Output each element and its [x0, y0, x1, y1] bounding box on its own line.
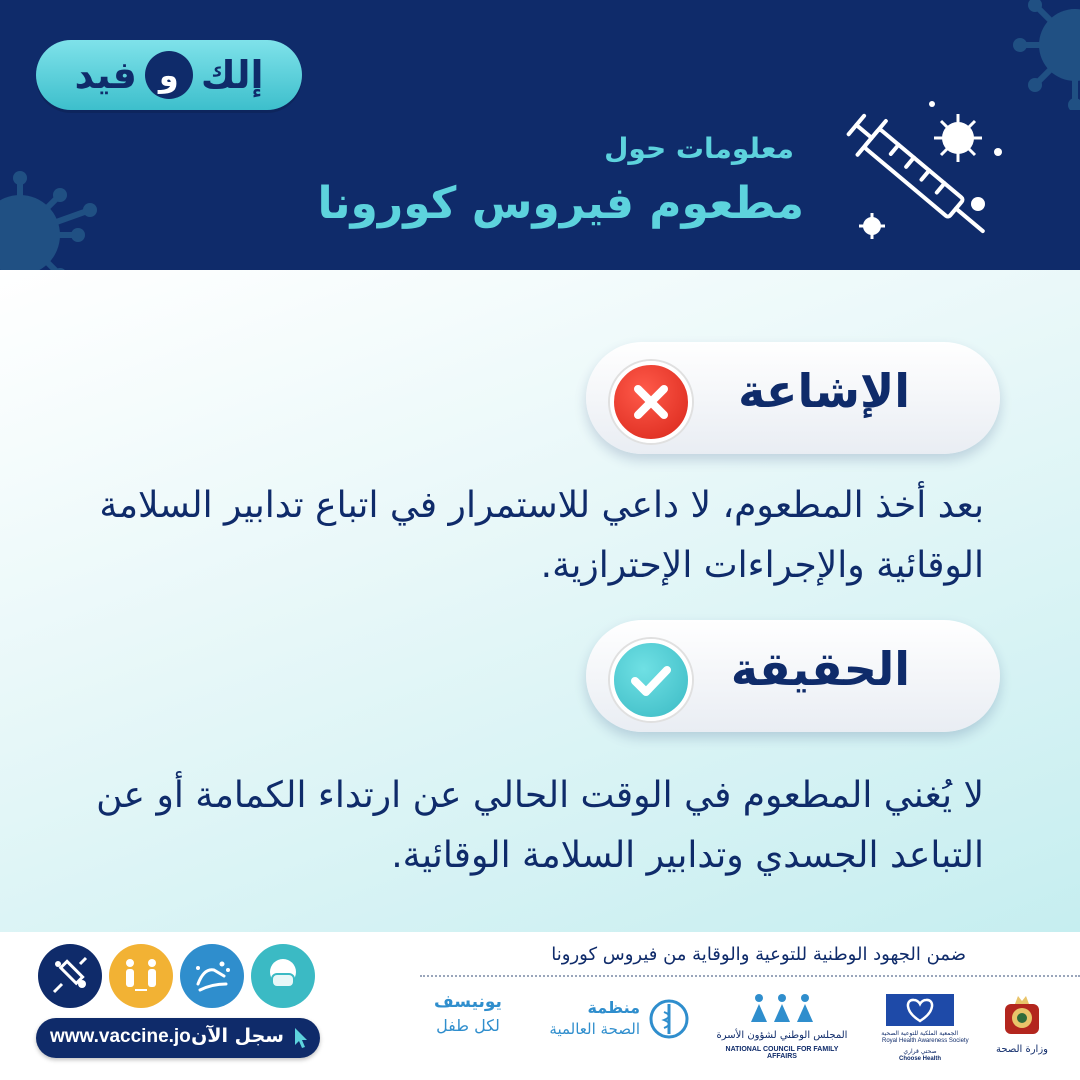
fact-label-pill — [586, 620, 1000, 732]
who-name-1: منظمة — [587, 998, 640, 1017]
header-title: مطعوم فيروس كورونا — [317, 178, 804, 229]
choose-health-en: Choose Health — [898, 1056, 941, 1062]
brand-word-right: إلك — [200, 53, 264, 97]
unicef-name: يونيسف — [434, 992, 502, 1012]
jordan-crest-icon — [997, 992, 1047, 1038]
rumor-text: بعد أخذ المطعوم، لا داعي للاستمرار في اتباع تدابير السلامة الوقائية والإجراءات الإحترازية. — [99, 485, 984, 586]
main-content — [0, 270, 1080, 932]
fact-label: الحقيقة — [730, 642, 910, 696]
header-banner — [0, 0, 1080, 270]
who-emblem-icon — [648, 998, 690, 1040]
rhas-logo — [881, 992, 969, 1072]
cross-icon — [610, 361, 692, 443]
who-name-2: الصحة العالمية — [549, 1020, 640, 1038]
unicef-logo — [418, 992, 518, 1072]
handwash-icon — [180, 944, 244, 1008]
moh-name: وزارة الصحة — [996, 1044, 1048, 1055]
mask-icon — [251, 944, 315, 1008]
fact-text: لا يُغني المطعوم في الوقت الحالي عن ارتداء الكمامة أو عن التباعد الجسدي وتدابير السلامة الوقائية. — [96, 775, 984, 876]
ncfa-name-en: NATIONAL COUNCIL FOR FAMILY AFFAIRS — [725, 1046, 839, 1060]
rhas-name-en: Royal Health Awareness Society — [882, 1038, 969, 1044]
ncfa-name-ar: المجلس الوطني لشؤون الأسرة — [716, 1030, 848, 1041]
footer-divider — [420, 975, 1080, 977]
who-logo — [540, 992, 690, 1072]
rumor-label: الإشاعة — [738, 364, 910, 418]
header-subtitle: معلومات حول — [604, 132, 794, 165]
choose-health-ar: صحتي قراري — [903, 1048, 937, 1055]
register-now-label[interactable]: سجل الآن — [191, 1025, 284, 1047]
check-icon — [610, 639, 692, 721]
brand-word-left: فيد — [74, 53, 137, 97]
brand-logo — [36, 40, 302, 110]
virus-decoration-left-icon — [0, 170, 120, 270]
ncfa-people-icon — [747, 992, 817, 1026]
footer-caption: ضمن الجهود الوطنية للتوعية والوقاية من فيروس كورونا — [551, 944, 966, 965]
moh-logo — [990, 992, 1054, 1072]
rhas-name-ar: الجمعية الملكية للتوعية الصحية — [881, 1030, 958, 1037]
footer — [0, 932, 1080, 1080]
syringe-icon — [840, 90, 1020, 250]
register-link[interactable] — [36, 1018, 320, 1058]
vaccine-icon — [38, 944, 102, 1008]
register-url[interactable]: www.vaccine.jo — [50, 1026, 191, 1047]
ncfa-logo — [712, 992, 852, 1072]
brand-circle-letter: و — [145, 51, 193, 99]
rumor-label-pill — [586, 342, 1000, 454]
rhas-emblem-icon — [886, 994, 954, 1026]
unicef-tagline: لكل طفل — [436, 1016, 500, 1035]
distancing-icon — [109, 944, 173, 1008]
prevention-icons — [38, 944, 315, 1008]
cursor-icon — [294, 1027, 308, 1049]
